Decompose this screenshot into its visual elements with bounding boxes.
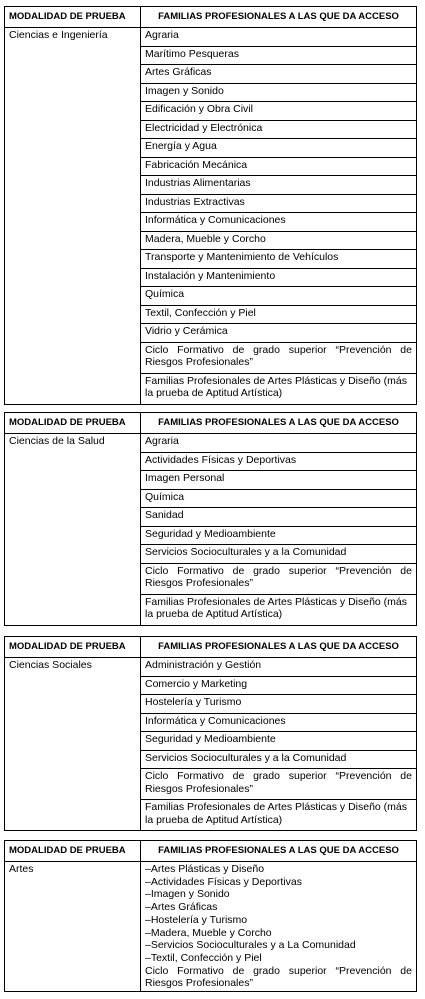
familia-cell: Vidrio y Cerámica [141, 324, 417, 343]
modalidad-cell: Artes [5, 862, 141, 992]
familia-cell: Química [141, 489, 417, 508]
table-ciencias-sociales [4, 636, 417, 831]
familia-cell: Familias Profesionales de Artes Plásticas y Diseño (más la prueba de Aptitud Artística) [141, 594, 417, 625]
familia-cell: Química [141, 287, 417, 306]
list-item: –Hostelería y Turismo [145, 913, 248, 926]
header-modalidad: MODALIDAD DE PRUEBA [5, 413, 141, 434]
header-row [5, 413, 417, 434]
familia-cell: Imagen y Sonido [141, 83, 417, 102]
table-row [5, 658, 417, 677]
header-familias: FAMILIAS PROFESIONALES A LAS QUE DA ACCESO [141, 637, 417, 658]
list-item: –Servicios Socioculturales y a La Comunidad [145, 939, 356, 952]
familia-cell: Textil, Confección y Piel [141, 305, 417, 324]
list-item: –Madera, Mueble y Corcho [145, 926, 272, 939]
table-ciencias-ingenieria [4, 6, 417, 405]
familia-cell: Informática y Comunicaciones [141, 713, 417, 732]
familia-cell: Industrias Alimentarias [141, 176, 417, 195]
familia-cell: Servicios Socioculturales y a la Comunidad [141, 750, 417, 769]
header-modalidad: MODALIDAD DE PRUEBA [5, 841, 141, 862]
familia-cell: Seguridad y Medioambiente [141, 526, 417, 545]
familia-cell: Ciclo Formativo de grado superior “Prevención de Riesgos Profesionales” [141, 563, 417, 594]
familia-cell: Imagen Personal [141, 471, 417, 490]
familia-cell: Agraria [141, 28, 417, 47]
familia-cell: Electricidad y Electrónica [141, 120, 417, 139]
list-item: Ciclo Formativo de grado superior “Prevención de Riesgos Profesionales” [145, 964, 412, 990]
familia-cell: Edificación y Obra Civil [141, 102, 417, 121]
familia-cell: Informática y Comunicaciones [141, 213, 417, 232]
familia-cell: Hostelería y Turismo [141, 695, 417, 714]
list-item: –Textil, Confección y Piel [145, 951, 262, 964]
familia-cell: Actividades Físicas y Deportivas [141, 452, 417, 471]
familia-cell: Madera, Mueble y Corcho [141, 231, 417, 250]
modalidad-cell: Ciencias Sociales [5, 658, 141, 831]
header-familias: FAMILIAS PROFESIONALES A LAS QUE DA ACCESO [141, 413, 417, 434]
familia-cell: Familias Profesionales de Artes Plásticas y Diseño (más la prueba de Aptitud Artística) [141, 373, 417, 404]
table-ciencias-salud [4, 412, 417, 626]
modalidad-cell: Ciencias de la Salud [5, 434, 141, 626]
familia-cell: Seguridad y Medioambiente [141, 732, 417, 751]
artes-list-cell [141, 862, 417, 992]
familia-cell: Marítimo Pesqueras [141, 46, 417, 65]
header-row [5, 7, 417, 28]
header-modalidad: MODALIDAD DE PRUEBA [5, 637, 141, 658]
familia-cell: Comercio y Marketing [141, 676, 417, 695]
familia-cell: Instalación y Mantenimiento [141, 268, 417, 287]
familia-cell: Transporte y Mantenimiento de Vehículos [141, 250, 417, 269]
familia-cell: Energía y Agua [141, 139, 417, 158]
list-item: –Artes Gráficas [145, 901, 218, 914]
familia-cell: Fabricación Mecánica [141, 157, 417, 176]
modalidad-cell: Ciencias e Ingeniería [5, 28, 141, 405]
list-item: –Actividades Físicas y Deportivas [145, 875, 302, 888]
familia-cell: Familias Profesionales de Artes Plásticas y Diseño (más la prueba de Aptitud Artística) [141, 800, 417, 831]
header-row [5, 841, 417, 862]
list-item: –Imagen y Sonido [145, 888, 230, 901]
familia-cell: Artes Gráficas [141, 65, 417, 84]
table-row [5, 28, 417, 47]
header-row [5, 637, 417, 658]
list-item: –Artes Plásticas y Diseño [145, 863, 265, 875]
familia-cell: Ciclo Formativo de grado superior “Prevención de Riesgos Profesionales” [141, 769, 417, 800]
familia-cell: Servicios Socioculturales y a la Comunidad [141, 545, 417, 564]
familia-cell: Ciclo Formativo de grado superior “Prevención de Riesgos Profesionales” [141, 342, 417, 373]
familia-cell: Industrias Extractivas [141, 194, 417, 213]
table-artes [4, 840, 417, 992]
table-row [5, 862, 417, 992]
header-familias: FAMILIAS PROFESIONALES A LAS QUE DA ACCESO [141, 841, 417, 862]
header-modalidad: MODALIDAD DE PRUEBA [5, 7, 141, 28]
familia-cell: Administración y Gestión [141, 658, 417, 677]
table-row [5, 434, 417, 453]
header-familias: FAMILIAS PROFESIONALES A LAS QUE DA ACCESO [141, 7, 417, 28]
familia-cell: Agraria [141, 434, 417, 453]
familia-cell: Sanidad [141, 508, 417, 527]
